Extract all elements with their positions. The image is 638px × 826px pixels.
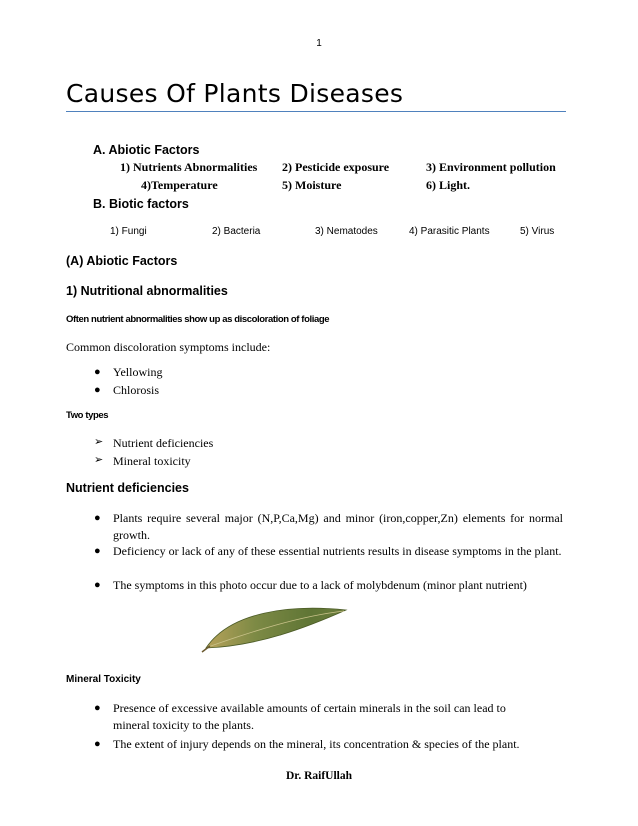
title-underline bbox=[66, 111, 566, 112]
biotic-item-4: 4) Parasitic Plants bbox=[409, 226, 490, 237]
page-number: 1 bbox=[316, 38, 322, 49]
bullet-dot: ● bbox=[94, 702, 101, 714]
type-nutrient-deficiencies: Nutrient deficiencies bbox=[113, 436, 214, 450]
bullet-dot: ● bbox=[94, 579, 101, 591]
abiotic-item-5: 5) Moisture bbox=[282, 178, 342, 192]
molybdenum-deficient-leaf-image bbox=[200, 602, 350, 654]
nutrient-deficiencies-heading: Nutrient deficiencies bbox=[66, 481, 189, 495]
bullet-dot: ● bbox=[94, 384, 101, 396]
toxicity-bullet-2: The extent of injury depends on the mineral, its concentration & species of the plant. bbox=[113, 737, 520, 751]
two-types-label: Two types bbox=[66, 410, 109, 421]
section-a-heading: (A) Abiotic Factors bbox=[66, 254, 178, 268]
toxicity-bullet-1: Presence of excessive available amounts of certain minerals in the soil can lead to mineral toxicity to the plants. bbox=[113, 701, 506, 732]
bullet-dot: ● bbox=[94, 738, 101, 750]
abiotic-factors-heading: A. Abiotic Factors bbox=[93, 143, 200, 157]
symptom-chlorosis: Chlorosis bbox=[113, 383, 160, 397]
biotic-item-2: 2) Bacteria bbox=[212, 226, 261, 237]
nutritional-abnormalities-heading: 1) Nutritional abnormalities bbox=[66, 284, 228, 298]
arrow-bullet-icon: ➢ bbox=[94, 435, 104, 448]
arrow-bullet-icon: ➢ bbox=[94, 453, 104, 466]
deficiency-bullet-3: The symptoms in this photo occur due to a lack of molybdenum (minor plant nutrient) bbox=[113, 578, 527, 592]
bullet-dot: ● bbox=[94, 545, 101, 557]
foliage-note: Often nutrient abnormalities show up as discoloration of foliage bbox=[66, 314, 330, 325]
biotic-factors-heading: B. Biotic factors bbox=[93, 197, 189, 211]
bullet-dot: ● bbox=[94, 512, 101, 524]
biotic-item-1: 1) Fungi bbox=[110, 226, 147, 237]
biotic-item-5: 5) Virus bbox=[520, 226, 555, 237]
abiotic-item-3: 3) Environment pollution bbox=[426, 160, 556, 174]
deficiency-bullet-1: Plants require several major (N,P,Ca,Mg) and minor (iron,copper,Zn) elements for normal growth. bbox=[113, 511, 563, 542]
abiotic-item-6: 6) Light. bbox=[426, 178, 471, 192]
mineral-toxicity-heading: Mineral Toxicity bbox=[66, 674, 141, 685]
abiotic-item-2: 2) Pesticide exposure bbox=[282, 160, 390, 174]
abiotic-item-4: 4)Temperature bbox=[141, 178, 218, 192]
deficiency-bullet-2: Deficiency or lack of any of these essential nutrients results in disease symptoms in the plant. bbox=[113, 544, 562, 558]
symptoms-intro: Common discoloration symptoms include: bbox=[66, 340, 271, 354]
author-footer: Dr. RaifUllah bbox=[285, 770, 353, 782]
symptom-yellowing: Yellowing bbox=[113, 365, 163, 379]
bullet-dot: ● bbox=[94, 366, 101, 378]
page-title: Causes Of Plants Diseases bbox=[66, 79, 404, 108]
abiotic-item-1: 1) Nutrients Abnormalities bbox=[120, 160, 258, 174]
biotic-item-3: 3) Nematodes bbox=[315, 226, 378, 237]
type-mineral-toxicity: Mineral toxicity bbox=[113, 454, 191, 468]
